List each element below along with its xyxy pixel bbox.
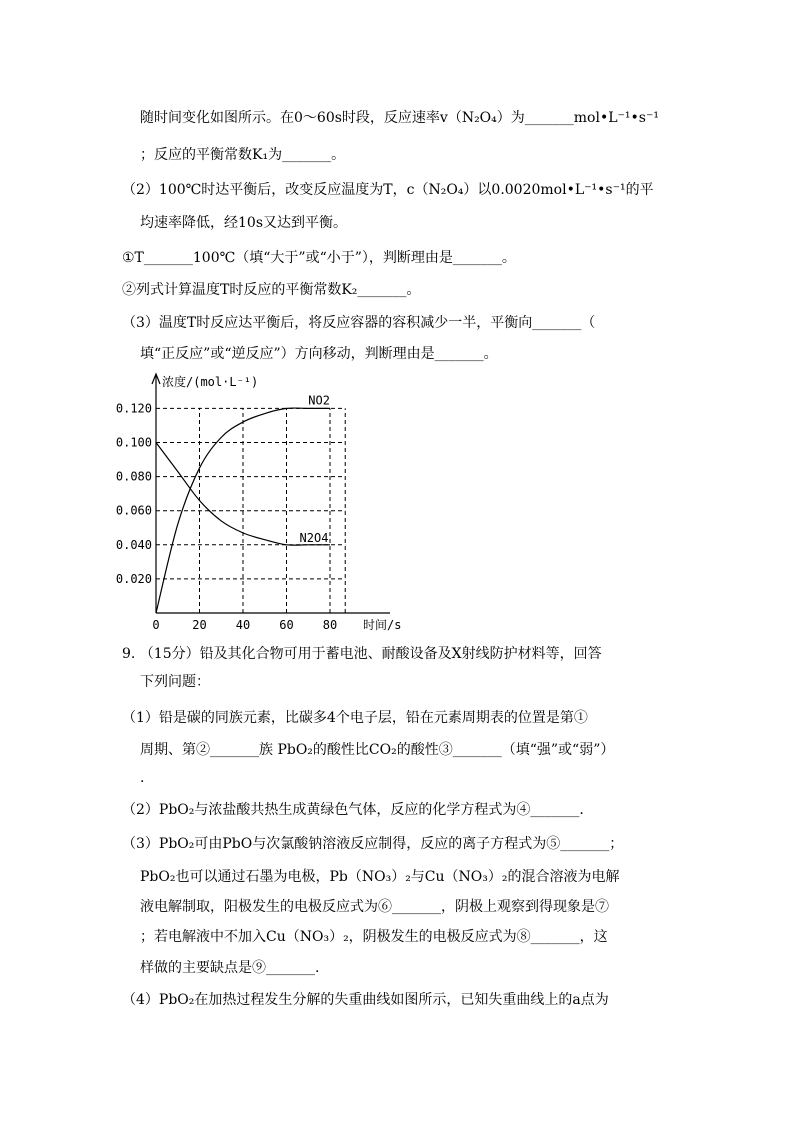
text-line-1: 随时间变化如图所示。在0～60s时段，反应速率v（N₂O₄）为_______mol•L⁻¹•s⁻¹ bbox=[140, 110, 659, 126]
q9-line-7: （3）PbO₂可由PbO与次氯酸钠溶液反应制得，反应的离子方程式为⑤_______； bbox=[122, 836, 624, 852]
q9-line-4: 周期、第②_______族 PbO₂的酸性比CO₂的酸性③_______（填“强”或“弱”） bbox=[140, 742, 615, 758]
text-line-6: ②列式计算温度T时反应的平衡常数K₂_______。 bbox=[122, 282, 421, 298]
text-line-4: 均速率降低，经10s又达到平衡。 bbox=[140, 215, 347, 231]
x-tick-label: 20 bbox=[192, 618, 207, 632]
y-tick-label: 0.020 bbox=[115, 571, 152, 586]
series-label-N2O4: N2O4 bbox=[299, 530, 329, 545]
q9-line-1: 9. （15分）铅及其化合物可用于蓄电池、耐酸设备及X射线防护材料等，回答 bbox=[122, 646, 602, 662]
x-tick-label: 40 bbox=[235, 618, 251, 632]
x-tick-label: 60 bbox=[279, 618, 294, 632]
x-tick-label: 80 bbox=[322, 618, 338, 632]
text-line-8: 填“正反应”或“逆反应”）方向移动，判断理由是_______。 bbox=[140, 346, 498, 362]
text-line-5: ①T_______100℃（填“大于”或“小于”），判断理由是_______。 bbox=[122, 250, 516, 266]
y-tick-label: 0.080 bbox=[115, 469, 152, 484]
concentration-time-chart bbox=[115, 368, 428, 632]
x-axis-title: 时间/s bbox=[363, 618, 402, 632]
origin-label: 0 bbox=[152, 618, 160, 632]
q9-line-11: 样做的主要缺点是⑨_______. bbox=[140, 960, 320, 976]
y-tick-label: 0.040 bbox=[115, 537, 152, 552]
series-label-NO2: NO2 bbox=[308, 393, 330, 408]
y-tick-label: 0.060 bbox=[115, 503, 152, 518]
q9-line-5: . bbox=[140, 770, 145, 786]
text-line-7: （3）温度T时反应达平衡后，将反应容器的容积减少一半，平衡向_______（ bbox=[122, 315, 596, 331]
y-axis-title: 浓度/(mol·L⁻¹) bbox=[162, 375, 259, 389]
q9-line-3: （1）铅是碳的同族元素，比碳多4个电子层，铅在元素周期表的位置是第① bbox=[122, 710, 588, 726]
q9-line-10: ；若电解液中不加入Cu（NO₃）₂，阴极发生的电极反应式为⑧_______，这 bbox=[140, 929, 608, 945]
q9-line-6: （2）PbO₂与浓盐酸共热生成黄绿色气体，反应的化学方程式为④_______. bbox=[122, 802, 584, 818]
q9-line-9: 液电解制取，阳极发生的电极反应式为⑥_______，阴极上观察到得现象是⑦ bbox=[140, 899, 609, 915]
y-tick-label: 0.120 bbox=[115, 401, 152, 416]
q9-line-8: PbO₂也可以通过石墨为电极，Pb（NO₃）₂与Cu（NO₃）₂的混合溶液为电解 bbox=[140, 869, 620, 885]
q9-line-2: 下列问题： bbox=[140, 674, 210, 690]
q9-line-12: （4）PbO₂在加热过程发生分解的失重曲线如图所示，已知失重曲线上的a点为 bbox=[122, 992, 609, 1008]
text-line-2: ；反应的平衡常数K₁为_______。 bbox=[140, 147, 346, 163]
y-tick-label: 0.100 bbox=[115, 435, 152, 450]
text-line-3: （2）100℃时达平衡后，改变反应温度为T，c（N₂O₄）以0.0020mol•L⁻¹•s⁻¹的平 bbox=[122, 182, 654, 198]
